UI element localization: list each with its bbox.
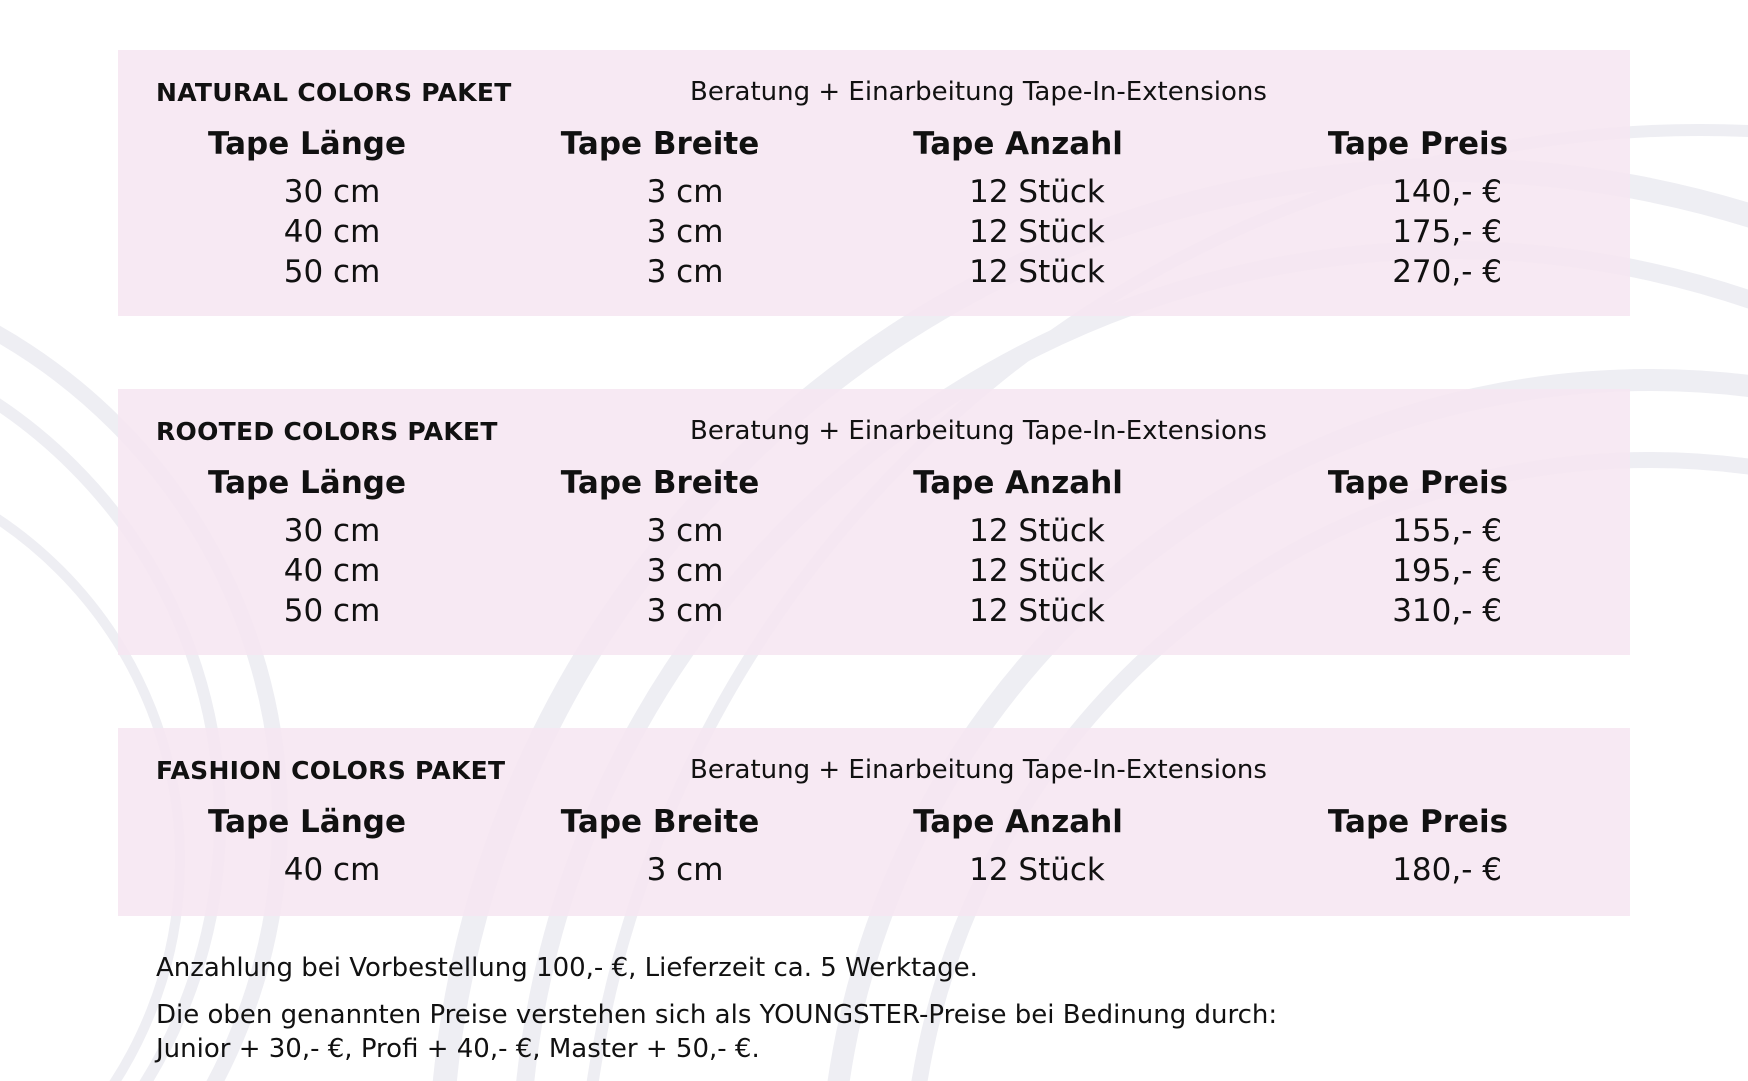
package-subtitle: Beratung + Einarbeitung Tape-In-Extensions [690, 416, 1267, 446]
column-header-width: Tape Breite [560, 126, 760, 162]
table-row [118, 553, 1630, 593]
cell-price: 195,- € [1392, 553, 1502, 589]
column-header-length: Tape Länge [207, 126, 407, 162]
cell-length: 50 cm [283, 254, 381, 290]
column-header-count: Tape Anzahl [913, 465, 1123, 501]
column-header-price: Tape Preis [1327, 804, 1509, 840]
cell-length: 40 cm [283, 553, 381, 589]
cell-length: 40 cm [283, 214, 381, 250]
cell-width: 3 cm [646, 214, 724, 250]
cell-price: 180,- € [1392, 852, 1502, 888]
price-note-line-2: Junior + 30,- €, Profi + 40,- €, Master + 50,- €. [156, 1034, 760, 1064]
package-title: FASHION COLORS PAKET [156, 756, 506, 785]
cell-length: 30 cm [283, 174, 381, 210]
cell-price: 155,- € [1392, 513, 1502, 549]
column-header-price: Tape Preis [1327, 126, 1509, 162]
cell-length: 50 cm [283, 593, 381, 629]
table-row [118, 254, 1630, 294]
table-row [118, 214, 1630, 254]
price-table-body [118, 852, 1630, 892]
cell-count: 12 Stück [969, 513, 1105, 549]
column-header-count: Tape Anzahl [913, 126, 1123, 162]
cell-length: 30 cm [283, 513, 381, 549]
cell-width: 3 cm [646, 593, 724, 629]
column-header-count: Tape Anzahl [913, 804, 1123, 840]
column-header-width: Tape Breite [560, 465, 760, 501]
table-row [118, 852, 1630, 892]
cell-price: 310,- € [1392, 593, 1502, 629]
cell-count: 12 Stück [969, 254, 1105, 290]
cell-count: 12 Stück [969, 593, 1105, 629]
price-table-body [118, 513, 1630, 633]
cell-width: 3 cm [646, 553, 724, 589]
package-subtitle: Beratung + Einarbeitung Tape-In-Extensions [690, 755, 1267, 785]
package-title: ROOTED COLORS PAKET [156, 417, 498, 446]
cell-count: 12 Stück [969, 214, 1105, 250]
column-header-width: Tape Breite [560, 804, 760, 840]
cell-width: 3 cm [646, 174, 724, 210]
cell-count: 12 Stück [969, 553, 1105, 589]
price-note-line-1: Die oben genannten Preise verstehen sich als YOUNGSTER-Preise bei Bedinung durch: [156, 1000, 1278, 1030]
fashion-colors-panel [118, 728, 1630, 916]
cell-price: 270,- € [1392, 254, 1502, 290]
cell-price: 175,- € [1392, 214, 1502, 250]
cell-count: 12 Stück [969, 174, 1105, 210]
cell-count: 12 Stück [969, 852, 1105, 888]
table-row [118, 174, 1630, 214]
price-table-body [118, 174, 1630, 294]
package-title: NATURAL COLORS PAKET [156, 78, 512, 107]
cell-width: 3 cm [646, 254, 724, 290]
cell-width: 3 cm [646, 852, 724, 888]
rooted-colors-panel [118, 389, 1630, 655]
column-header-length: Tape Länge [207, 804, 407, 840]
package-subtitle: Beratung + Einarbeitung Tape-In-Extensions [690, 77, 1267, 107]
cell-length: 40 cm [283, 852, 381, 888]
column-header-length: Tape Länge [207, 465, 407, 501]
table-row [118, 593, 1630, 633]
natural-colors-panel [118, 50, 1630, 316]
cell-price: 140,- € [1392, 174, 1502, 210]
column-header-price: Tape Preis [1327, 465, 1509, 501]
cell-width: 3 cm [646, 513, 724, 549]
deposit-note: Anzahlung bei Vorbestellung 100,- €, Lieferzeit ca. 5 Werktage. [156, 953, 978, 983]
table-row [118, 513, 1630, 553]
